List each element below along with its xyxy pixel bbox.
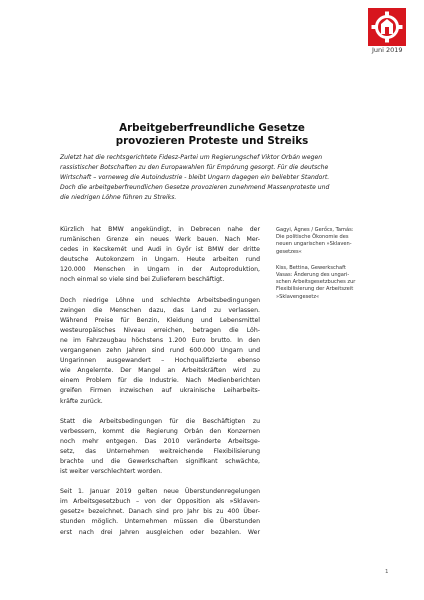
- reference-line: Die politische Ökonomie des: [276, 234, 349, 241]
- reference-line: Vasas: Änderung des ungari-: [276, 272, 350, 279]
- body-line: Statt die Arbeitsbedingungen für die Beschäftigten zu: [60, 417, 260, 425]
- body-line: gesetz« bezeichnet. Danach sind pro Jahr bis zu 400 Über-: [60, 508, 260, 516]
- reference-line: Gagyi, Ágnes / Gerőcs, Tamás:: [276, 227, 354, 233]
- reference-entry[interactable]: [276, 227, 386, 256]
- sidebar-references: [276, 227, 386, 310]
- body-paragraph-3: [60, 417, 260, 478]
- reference-line: gesetzes«: [276, 248, 302, 255]
- lead-line: rassistischer Botschaften zu den Europawahlen für Empörung gesorgt. Für die deutsche: [60, 164, 329, 171]
- reference-line: Kiss, Bettina, Gewerkschaft: [276, 264, 346, 271]
- body-line: greifen Firmen inzwischen auf ukrainische Leiharbeits-: [60, 387, 260, 395]
- reference-line: »Sklavengesetz«: [276, 293, 320, 300]
- body-line: westeuropäisches Niveau erreichen, betragen die Löh-: [60, 326, 260, 334]
- body-line: ist weiter verschlechtert worden.: [60, 468, 163, 476]
- ig-metall-logo: [368, 8, 406, 46]
- lead-line: die niedrigen Löhne führen zu Streiks.: [60, 194, 177, 201]
- body-line: stunden möglich. Unternehmen müssen die Überstunden: [60, 518, 260, 526]
- body-line: Seit 1. Januar 2019 gelten neue Überstundenregelungen: [60, 488, 260, 496]
- body-line: Doch niedrige Löhne und schlechte Arbeitsbedingungen: [60, 296, 260, 304]
- body-line: kräfte zurück.: [60, 397, 103, 405]
- body-paragraph-1: [60, 225, 260, 286]
- body-line: vergangenen zehn Jahren sind rund 600.000 Ungarn und: [60, 347, 260, 355]
- body-line: noch mehr entgegen. Das 2010 veränderte Arbeitsge-: [60, 437, 260, 445]
- reference-line: schen Arbeitsgesetzbuches zur: [276, 279, 356, 286]
- body-line: brachte und die Gewerkschaften signifikant schwächte,: [60, 457, 260, 465]
- body-line: erst nach drei Jahren ausgleichen oder bezahlen. Wer: [60, 528, 260, 536]
- body-line: einem Problem für die Industrie. Nach Medienberichten: [60, 377, 260, 385]
- body-line: deutsche Autokonzern in Ungarn. Heute arbeiten rund: [60, 256, 260, 264]
- article-title: [60, 122, 364, 148]
- body-line: 120.000 Menschen in Ungarn in der Autoproduktion,: [60, 266, 260, 274]
- body-line: Kürzlich hat BMW angekündigt, in Debrecen nahe der: [60, 226, 260, 233]
- lead-line: Wirtschaft – vorneweg die Autoindustrie - bleibt Ungarn dagegen ein beliebter Standort.: [60, 174, 330, 181]
- lead-line: Doch die arbeitgeberfreundlichen Gesetze provozieren zunehmend Massenproteste und: [60, 184, 330, 191]
- lead-paragraph: [60, 153, 405, 203]
- body-paragraph-4: [60, 487, 260, 537]
- body-line: wie Angelernte. Der Mangel an Arbeitskräften wird zu: [60, 367, 260, 375]
- body-line: noch einmal so viele sind bei Zulieferern beschäftigt.: [60, 276, 225, 284]
- body-line: rumänischen Grenze ein neues Werk bauen. Nach Mer-: [60, 236, 260, 244]
- body-line: Während Preise für Benzin, Kleidung und Lebensmittel: [60, 316, 260, 324]
- body-line: im Arbeitsgesetzbuch – von der Opposition als »Sklaven-: [60, 498, 260, 506]
- body-line: zwingen die Menschen dazu, das Land zu verlassen.: [60, 306, 260, 314]
- body-paragraph-2: [60, 296, 260, 407]
- body-line: cedes in Kecskemét und Audi in Győr ist BMW der dritte: [60, 246, 260, 254]
- reference-entry[interactable]: [276, 265, 386, 301]
- document-date: Juni 2019: [372, 46, 403, 54]
- title-line-2: provozieren Proteste und Streiks: [115, 135, 309, 147]
- reference-line: neuen ungarischen »Sklaven-: [276, 241, 352, 248]
- page-number: 1: [385, 569, 389, 575]
- body-line: setz, das Unternehmen weitreichende Flexibilisierung: [60, 447, 260, 455]
- title-line-1: Arbeitgeberfreundliche Gesetze: [119, 122, 305, 134]
- reference-line: Flexibilisierung der Arbeitszeit: [276, 286, 354, 293]
- body-column: [60, 225, 260, 538]
- body-line: ne im Fahrzeugbau höchstens 1.200 Euro brutto. In den: [60, 336, 260, 344]
- body-line: Ungarinnen ausgewandert – Hochqualifizierte ebenso: [60, 357, 260, 365]
- body-line: verbessern, kommt die Regierung Orbán den Konzernen: [60, 427, 260, 435]
- lead-line: Zuletzt hat die rechtsgerichtete Fidesz-Partei um Regierungschef Viktor Orbán wegen: [60, 154, 323, 161]
